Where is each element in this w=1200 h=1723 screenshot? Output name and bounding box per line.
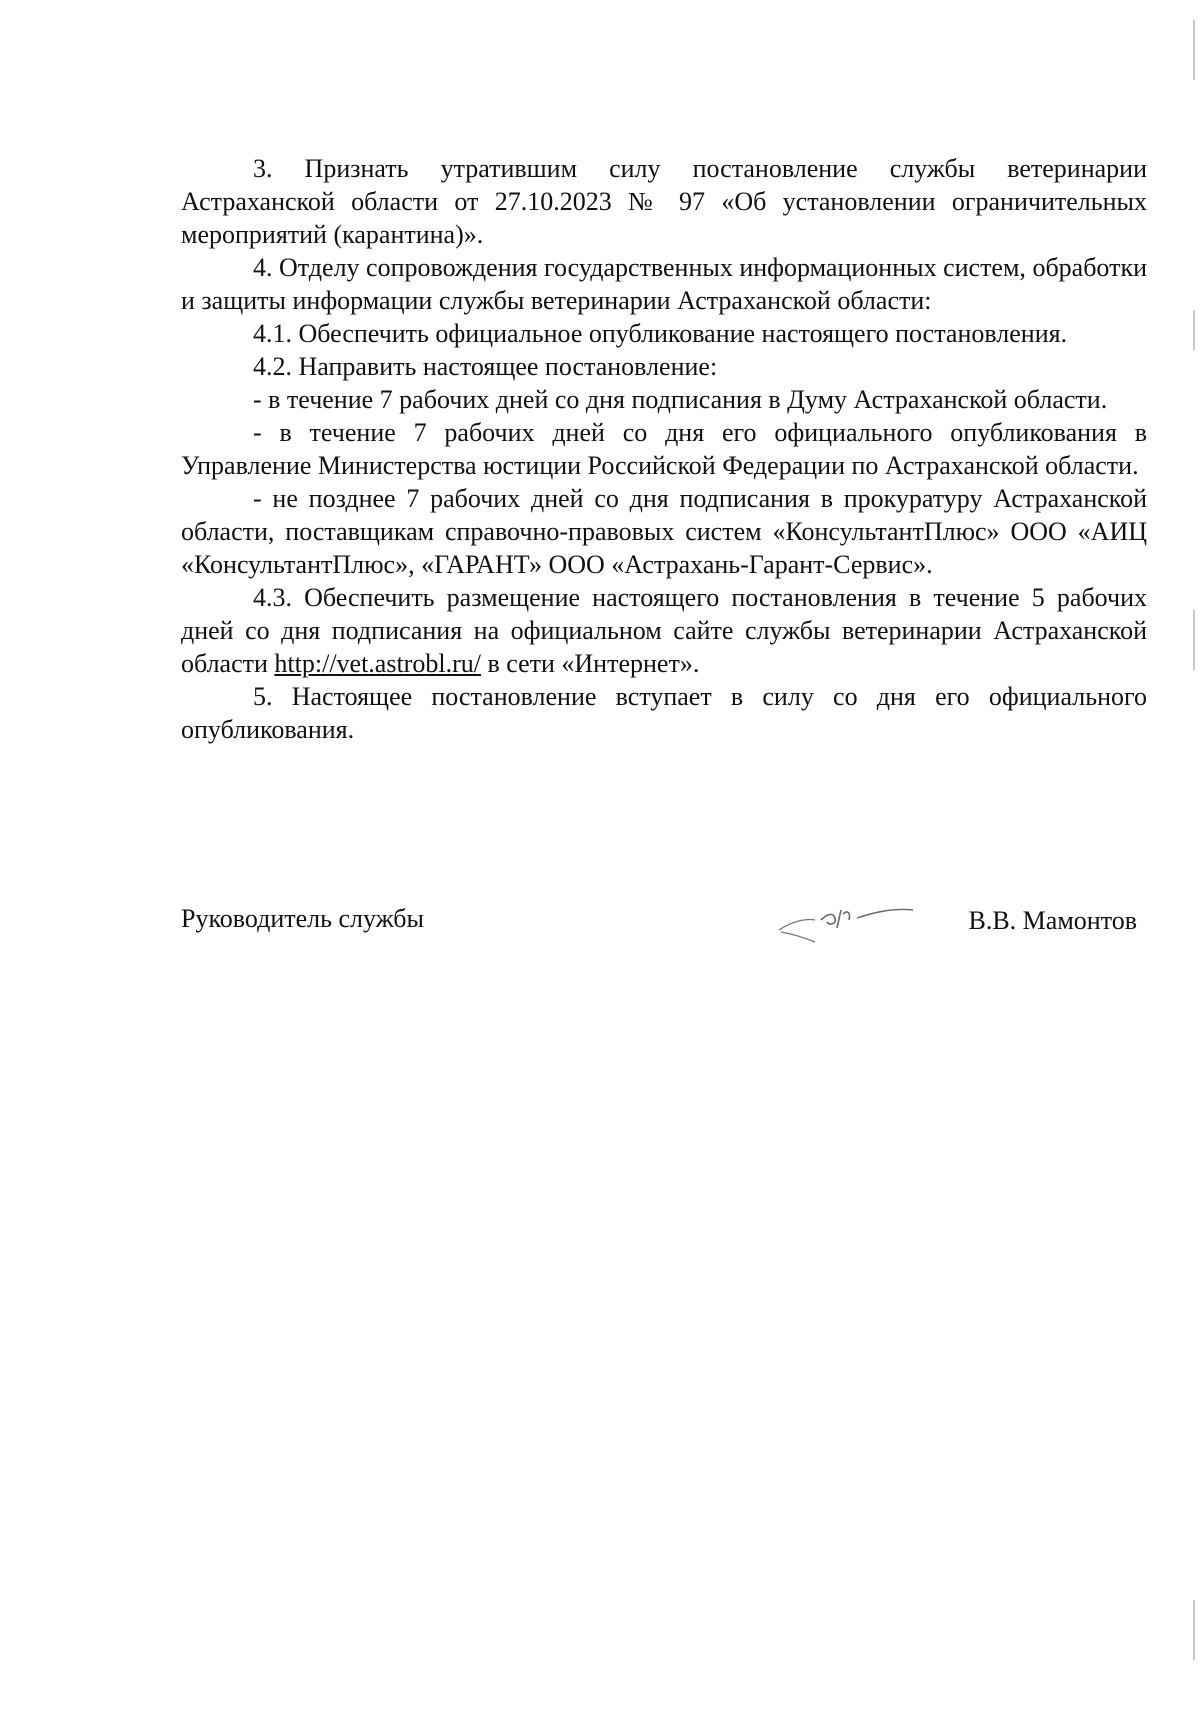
paragraph-4-2: 4.2. Направить настоящее постановление: [253,352,718,381]
paragraph-4-3-tail: в сети «Интернет». [480,649,700,678]
scan-edge-mark [1193,610,1195,670]
paragraph-4-3 [181,581,1147,680]
paragraph-4-3-text: 4.3. Обеспечить размещение настоящего постановления в течение 5 рабочих дней со дня подписания на официальном сайте службы ветеринарии Астраханской области [181,583,1147,678]
document-body [181,152,1147,746]
paragraph-4: 4. Отделу сопровождения государственных информационных систем, обработки и защиты информации службы ветеринарии Астраханской области: [181,253,1147,315]
paragraph-4-1: 4.1. Обеспечить официальное опубликование настоящего постановления. [253,319,1068,348]
paragraph-3: 3. Признать утратившим силу постановление службы ветеринарии Астраханской области от 27.10.2023 № 97 «Об установлении ограничительных мероприятий (карантина)». [181,154,1147,249]
handwritten-signature [771,892,921,952]
signature-block [181,898,1147,958]
website-link[interactable]: http://vet.astrobl.ru/ [274,649,481,678]
paragraph-5: 5. Настоящее постановление вступает в силу со дня его официального опубликования. [181,682,1147,744]
signatory-position: Руководитель службы [181,904,424,933]
scan-edge-mark [1193,310,1195,350]
paragraph-4-2-prosecutor: - не позднее 7 рабочих дней со дня подписания в прокуратуру Астраханской области, поставщикам справочно-правовых систем «КонсультантПлюс» ООО «АИЦ «КонсультантПлюс», «ГАРАНТ» ООО «Астрахань-Гарант-Сервис». [181,484,1147,579]
scan-edge-mark [1193,1600,1195,1660]
signatory-name: В.В. Мамонтов [968,906,1137,935]
paragraph-4-2-duma: - в течение 7 рабочих дней со дня подписания в Думу Астраханской области. [253,385,1108,414]
paragraph-4-2-justice: - в течение 7 рабочих дней со дня его официального опубликования в Управление Министерства юстиции Российской Федерации по Астраханской области. [181,418,1147,480]
scan-edge-mark [1193,20,1195,80]
